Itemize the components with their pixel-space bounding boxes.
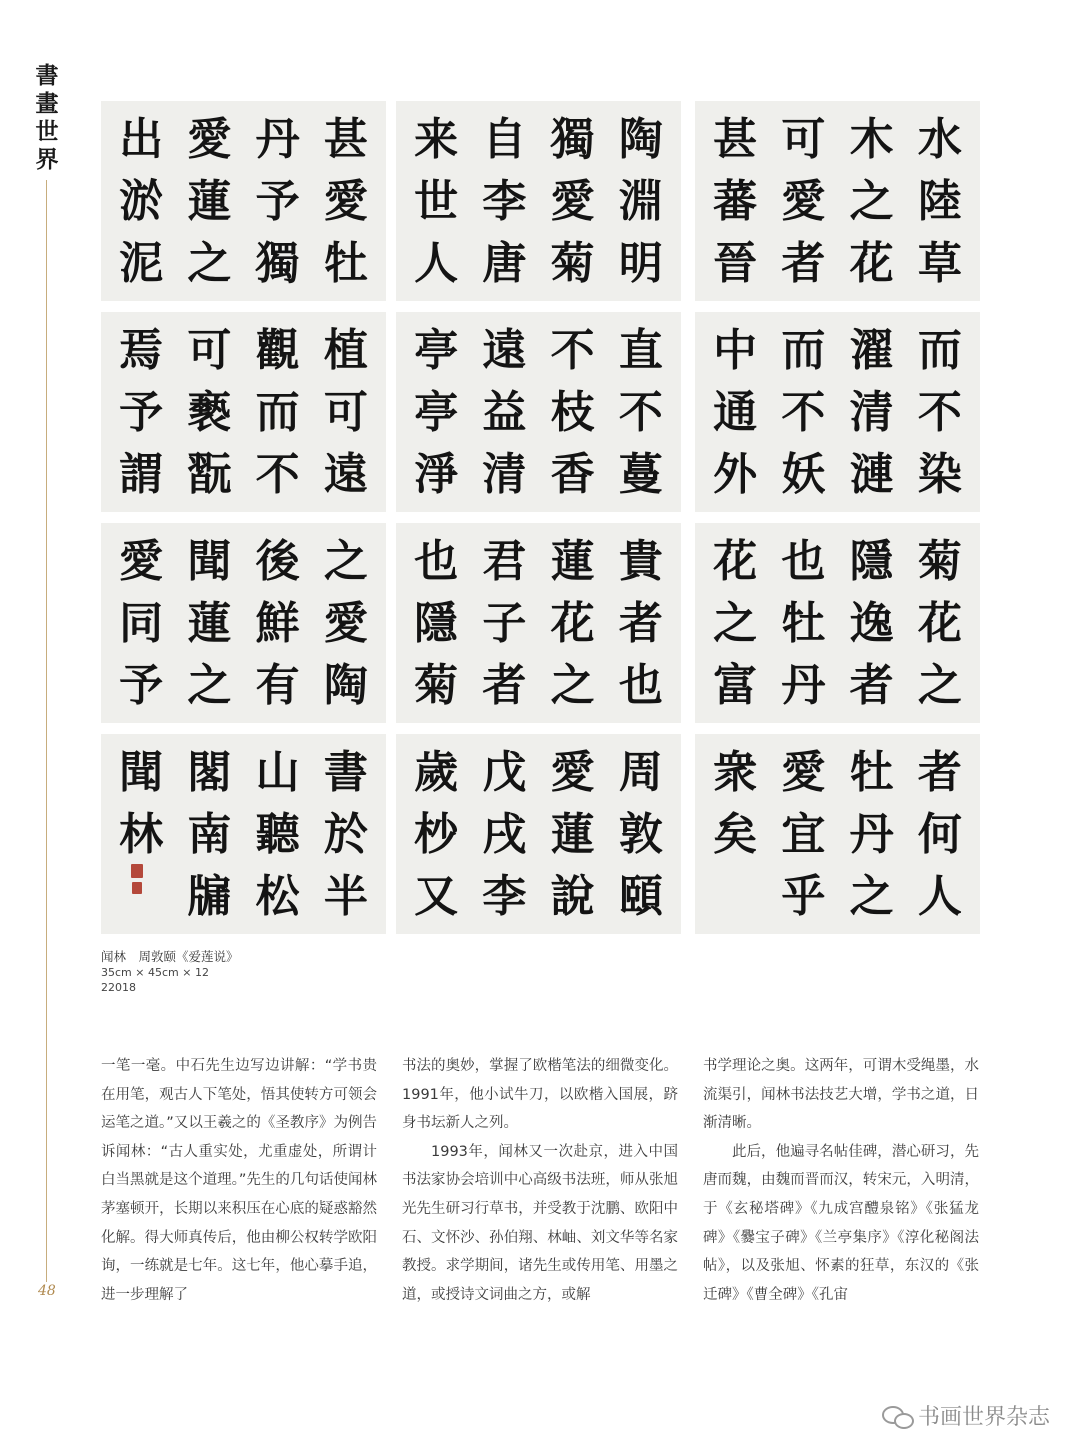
calligraphy-character: 之: [187, 660, 232, 711]
calligraphy-character: 愛: [550, 747, 595, 798]
calligraphy-character: 菊: [550, 238, 595, 289]
calligraphy-character: 翫: [187, 449, 232, 500]
calligraphy-character: 直: [618, 325, 663, 376]
calligraphy-panel: [101, 523, 386, 723]
calligraphy-character: 通: [713, 387, 758, 438]
caption-code: 22018: [101, 981, 136, 994]
calligraphy-character: 可: [323, 387, 368, 438]
calligraphy-character: 可: [781, 114, 826, 165]
calligraphy-character: 逸: [849, 598, 894, 649]
calligraphy-character: 者: [917, 747, 962, 798]
calligraphy-character: 於: [323, 809, 368, 860]
calligraphy-panel: [101, 734, 386, 934]
calligraphy-character: 何: [917, 809, 962, 860]
calligraphy-character: 蓮: [187, 176, 232, 227]
calligraphy-character: 鮮: [255, 598, 300, 649]
calligraphy-character: 淤: [119, 176, 164, 227]
calligraphy-character: 愛: [781, 176, 826, 227]
calligraphy-character: 隱: [849, 536, 894, 587]
calligraphy-character: 人: [414, 238, 459, 289]
calligraphy-character: 中: [713, 325, 758, 376]
calligraphy-character: 益: [482, 387, 527, 438]
calligraphy-character: 宜: [781, 809, 826, 860]
character-grid: [101, 523, 386, 723]
calligraphy-character: 亭: [414, 325, 459, 376]
calligraphy-character: 来: [414, 114, 459, 165]
calligraphy-character: 之: [849, 871, 894, 922]
calligraphy-character: 自: [482, 114, 527, 165]
text-column-3: [703, 1052, 979, 1309]
calligraphy-character: 者: [849, 660, 894, 711]
calligraphy-panel: [695, 734, 980, 934]
calligraphy-character: 陸: [917, 176, 962, 227]
calligraphy-character: 書: [323, 747, 368, 798]
text-column-1: [101, 1052, 377, 1309]
calligraphy-character: 同: [119, 598, 164, 649]
calligraphy-character: 草: [917, 238, 962, 289]
calligraphy-character: 外: [713, 449, 758, 500]
calligraphy-character: 戊: [482, 747, 527, 798]
calligraphy-character: 聞: [187, 536, 232, 587]
calligraphy-character: 愛: [323, 176, 368, 227]
calligraphy-character: 陶: [618, 114, 663, 165]
calligraphy-character: 不: [917, 387, 962, 438]
artwork-caption: [101, 948, 239, 995]
calligraphy-character: 不: [781, 387, 826, 438]
calligraphy-character: 植: [323, 325, 368, 376]
paragraph: 1993年，闻林又一次赴京，进入中国书法家协会培训中心高级书法班，师从张旭光先生研习行草书，并受教于沈鹏、欧阳中石、文怀沙、孙伯翔、林岫、刘文华等名家教授。求学期间，诸先生或传用笔、用墨之道，或授诗文词曲之方，或解: [402, 1143, 678, 1303]
calligraphy-character: 子: [482, 598, 527, 649]
calligraphy-character: 戌: [482, 809, 527, 860]
character-grid: [396, 312, 681, 512]
calligraphy-character: 蓮: [550, 809, 595, 860]
character-grid: [101, 312, 386, 512]
calligraphy-character: 聽: [255, 809, 300, 860]
calligraphy-character: 花: [713, 536, 758, 587]
paragraph: 一笔一毫。中石先生边写边讲解：“学书贵在用笔，观古人下笔处，悟其使转方可领会运笔之道。”又以王羲之的《圣教序》为例告诉闻林：“古人重实处，尤重虚处，所谓计白当黑就是这个道理。”先生的几句话使闻林茅塞顿开，长期以来积压在心底的疑惑豁然化解。得大师真传后，他由柳公权转学欧阳询，一练就是七年。这七年，他心摹手追，进一步理解了: [101, 1058, 377, 1303]
calligraphy-character: 獨: [550, 114, 595, 165]
calligraphy-panel: [396, 101, 681, 301]
calligraphy-character: 周: [618, 747, 663, 798]
calligraphy-character: 蔓: [618, 449, 663, 500]
paragraph: 书学理论之奥。这两年，可谓木受绳墨，水流渠引，闻林书法技艺大增，学书之道，日渐清晰。: [703, 1058, 979, 1132]
calligraphy-character: 敦: [618, 809, 663, 860]
page-number: 48: [38, 1283, 56, 1299]
calligraphy-character: 而: [917, 325, 962, 376]
calligraphy-character: 者: [618, 598, 663, 649]
calligraphy-character: 愛: [119, 536, 164, 587]
calligraphy-character: 貴: [618, 536, 663, 587]
calligraphy-character: 衆: [713, 747, 758, 798]
calligraphy-panel: [695, 312, 980, 512]
calligraphy-character: 者: [781, 238, 826, 289]
calligraphy-panel: [396, 523, 681, 723]
calligraphy-character: 牡: [781, 598, 826, 649]
calligraphy-character: 花: [550, 598, 595, 649]
calligraphy-character: 不: [550, 325, 595, 376]
calligraphy-character: 水: [917, 114, 962, 165]
calligraphy-character: 之: [323, 536, 368, 587]
calligraphy-character: 菊: [414, 660, 459, 711]
red-seal-icon: [132, 882, 142, 894]
calligraphy-character: 甚: [713, 114, 758, 165]
calligraphy-character: 也: [414, 536, 459, 587]
calligraphy-character: 之: [187, 238, 232, 289]
character-grid: [695, 734, 980, 934]
calligraphy-character: 菊: [917, 536, 962, 587]
calligraphy-character: 也: [781, 536, 826, 587]
calligraphy-panel: [695, 523, 980, 723]
calligraphy-character: 之: [917, 660, 962, 711]
calligraphy-character: 之: [713, 598, 758, 649]
calligraphy-character: 出: [119, 114, 164, 165]
calligraphy-panel: [396, 734, 681, 934]
calligraphy-character: 蓮: [187, 598, 232, 649]
calligraphy-character: 甚: [323, 114, 368, 165]
calligraphy-character: 李: [482, 176, 527, 227]
calligraphy-character: 富: [713, 660, 758, 711]
calligraphy-character: 蕃: [713, 176, 758, 227]
calligraphy-character: 之: [550, 660, 595, 711]
calligraphy-character: 濯: [849, 325, 894, 376]
paragraph: 书法的奥妙，掌握了欧楷笔法的细微变化。1991年，他小试牛刀，以欧楷入国展，跻身书坛新人之列。: [402, 1058, 678, 1132]
calligraphy-character: 不: [618, 387, 663, 438]
calligraphy-character: 有: [255, 660, 300, 711]
watermark: [882, 1400, 1050, 1431]
calligraphy-character: 予: [119, 387, 164, 438]
calligraphy-character: 枝: [550, 387, 595, 438]
calligraphy-character: 林: [119, 809, 164, 860]
calligraphy-panel: [101, 101, 386, 301]
calligraphy-character: 牖: [187, 871, 232, 922]
calligraphy-character: 明: [618, 238, 663, 289]
calligraphy-character: 亭: [414, 387, 459, 438]
calligraphy-character: 漣: [849, 449, 894, 500]
calligraphy-character: 者: [482, 660, 527, 711]
calligraphy-character: 淵: [618, 176, 663, 227]
calligraphy-character: 清: [849, 387, 894, 438]
calligraphy-character: 遠: [323, 449, 368, 500]
calligraphy-character: 愛: [781, 747, 826, 798]
calligraphy-character: 李: [482, 871, 527, 922]
calligraphy-character: 唐: [482, 238, 527, 289]
calligraphy-character: 愛: [323, 598, 368, 649]
calligraphy-character: 觀: [255, 325, 300, 376]
calligraphy-character: 乎: [781, 871, 826, 922]
character-grid: [101, 101, 386, 301]
calligraphy-panel: [101, 312, 386, 512]
red-seal-icon: [131, 864, 143, 878]
calligraphy-character: 不: [255, 449, 300, 500]
text-column-2: [402, 1052, 678, 1309]
calligraphy-character: 獨: [255, 238, 300, 289]
calligraphy-character: 予: [255, 176, 300, 227]
calligraphy-character: 謂: [119, 449, 164, 500]
calligraphy-character: 人: [917, 871, 962, 922]
calligraphy-character: 山: [255, 747, 300, 798]
calligraphy-character: 陶: [323, 660, 368, 711]
calligraphy-character: 歲: [414, 747, 459, 798]
calligraphy-character: 泥: [119, 238, 164, 289]
caption-title: 闻林 周敦颐《爱莲说》: [101, 949, 239, 964]
calligraphy-character: 花: [849, 238, 894, 289]
calligraphy-character: 說: [550, 871, 595, 922]
calligraphy-character: 木: [849, 114, 894, 165]
caption-dimensions: 35cm × 45cm × 12: [101, 966, 209, 979]
calligraphy-character: 焉: [119, 325, 164, 376]
calligraphy-character: 蓮: [550, 536, 595, 587]
calligraphy-character: 牡: [323, 238, 368, 289]
calligraphy-character: 而: [781, 325, 826, 376]
calligraphy-character: [701, 866, 769, 928]
calligraphy-character: 丹: [255, 114, 300, 165]
calligraphy-character: 松: [255, 871, 300, 922]
calligraphy-character: 花: [917, 598, 962, 649]
margin-rule: [46, 180, 47, 1282]
calligraphy-character: 之: [849, 176, 894, 227]
calligraphy-character: 遠: [482, 325, 527, 376]
character-grid: [396, 523, 681, 723]
calligraphy-character: 予: [119, 660, 164, 711]
character-grid: [695, 312, 980, 512]
calligraphy-panel: [695, 101, 980, 301]
calligraphy-character: 淨: [414, 449, 459, 500]
watermark-text: 书画世界杂志: [917, 1405, 1050, 1430]
paragraph: 此后，他遍寻名帖佳碑，潜心研习，先唐而魏，由魏而晋而汉，转宋元，入明清，于《玄秘塔碑》《九成宫醴泉铭》《张猛龙碑》《爨宝子碑》《兰亭集序》《淳化秘阁法帖》，以及张旭、怀素的狂草，东汉的《张迁碑》《曹全碑》《孔宙: [703, 1143, 979, 1303]
wechat-icon: [882, 1404, 912, 1428]
calligraphy-character: 杪: [414, 809, 459, 860]
calligraphy-character: 丹: [781, 660, 826, 711]
calligraphy-character: 又: [414, 871, 459, 922]
calligraphy-character: 愛: [550, 176, 595, 227]
calligraphy-character: 世: [414, 176, 459, 227]
calligraphy-character: 愛: [187, 114, 232, 165]
calligraphy-character: 閣: [187, 747, 232, 798]
calligraphy-character: 染: [917, 449, 962, 500]
calligraphy-character: 隱: [414, 598, 459, 649]
character-grid: [396, 101, 681, 301]
calligraphy-character: 君: [482, 536, 527, 587]
calligraphy-character: 晉: [713, 238, 758, 289]
calligraphy-character: 後: [255, 536, 300, 587]
calligraphy-character: 妖: [781, 449, 826, 500]
calligraphy-character: 而: [255, 387, 300, 438]
calligraphy-character: 聞: [119, 747, 164, 798]
character-grid: [695, 523, 980, 723]
calligraphy-character: 牡: [849, 747, 894, 798]
calligraphy-character: 頤: [618, 871, 663, 922]
calligraphy-character: 矣: [713, 809, 758, 860]
character-grid: [101, 734, 386, 934]
calligraphy-character: 丹: [849, 809, 894, 860]
calligraphy-character: 也: [618, 660, 663, 711]
calligraphy-panel: [396, 312, 681, 512]
calligraphy-character: 半: [323, 871, 368, 922]
calligraphy-character: 褻: [187, 387, 232, 438]
character-grid: [396, 734, 681, 934]
calligraphy-character: 清: [482, 449, 527, 500]
calligraphy-character: 可: [187, 325, 232, 376]
character-grid: [695, 101, 980, 301]
calligraphy-character: 香: [550, 449, 595, 500]
calligraphy-character: 南: [187, 809, 232, 860]
magazine-logo: 書畫世界: [35, 62, 59, 173]
